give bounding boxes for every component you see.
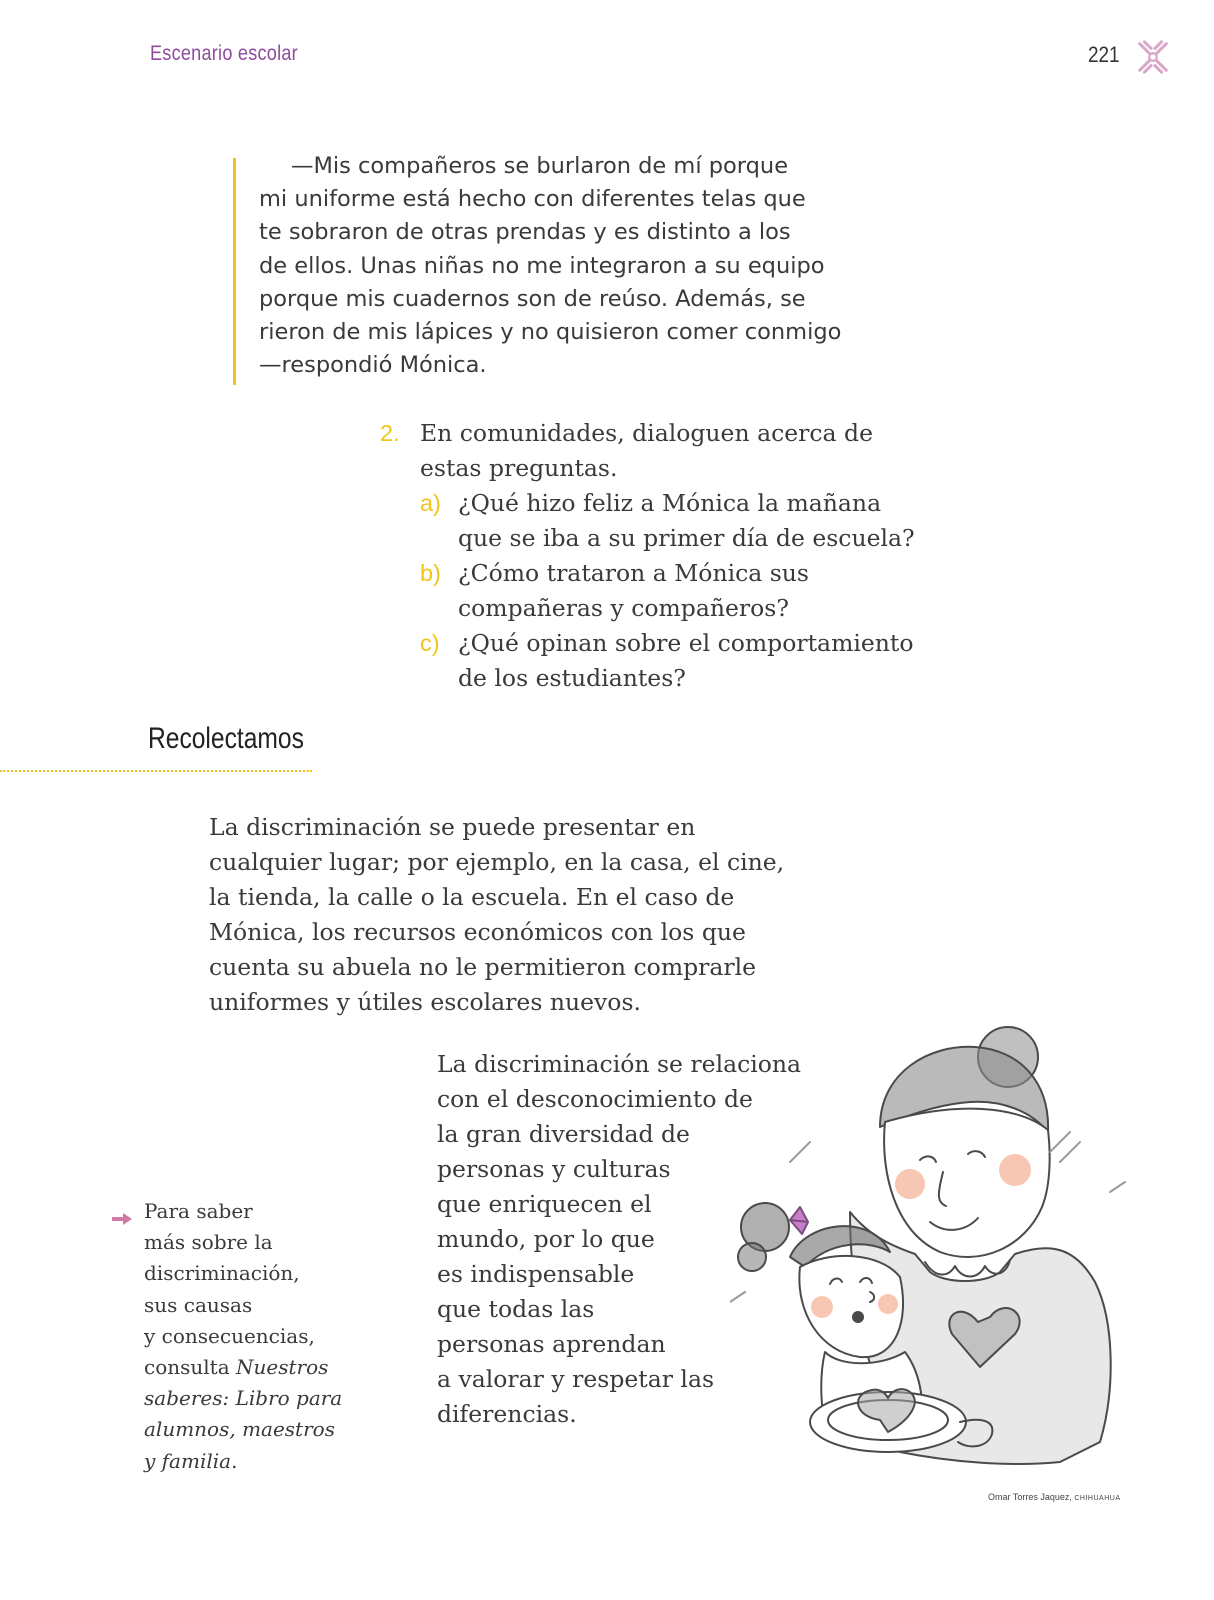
paragraph-line: la tienda, la calle o la escuela. En el caso de <box>209 883 735 911</box>
book-title: Nuestros <box>235 1355 329 1380</box>
note-line: discriminación, <box>144 1261 300 1286</box>
paragraph-line: personas aprendan <box>437 1330 666 1358</box>
paragraph-line: que enriquecen el <box>437 1190 652 1218</box>
activity-intro <box>380 416 980 451</box>
quote-line: te sobraron de otras prendas y es distinto a los <box>259 219 791 246</box>
quote-line: rieron de mis lápices y no quisieron comer conmigo <box>259 319 842 346</box>
quote-line: porque mis cuadernos son de reúso. Además, se <box>259 285 806 312</box>
section-divider <box>0 770 312 772</box>
note-text: consulta <box>144 1355 236 1380</box>
quote-line: mi uniforme está hecho con diferentes telas que <box>259 186 806 213</box>
paragraph-discrimination-places <box>209 810 784 1020</box>
paragraph-line: la gran diversidad de <box>437 1120 690 1148</box>
credit-place: CHIHUAHUA <box>1074 1495 1121 1502</box>
decorative-star-icon <box>1134 38 1172 76</box>
page-number: 221 <box>1088 42 1120 67</box>
question-a <box>420 486 980 556</box>
girl-cheek <box>878 1294 898 1314</box>
paragraph-line: cualquier lugar; por ejemplo, en la casa, el cine, <box>209 848 785 876</box>
question-b <box>420 556 980 626</box>
quote-block <box>259 150 919 382</box>
note-line <box>144 1352 342 1383</box>
question-c <box>420 626 980 696</box>
question-letter: c) <box>420 630 440 656</box>
question-letter: b) <box>420 560 441 586</box>
grandmother-girl-illustration <box>730 1022 1140 1497</box>
paragraph-line: La discriminación se puede presentar en <box>209 813 696 841</box>
book-title: saberes: Libro para <box>144 1386 343 1411</box>
paragraph-line: diferencias. <box>437 1400 577 1428</box>
note-line: y consecuencias, <box>144 1323 315 1348</box>
quote-line: —Mis compañeros se burlaron de mí porque <box>291 153 789 179</box>
sidebar-note <box>144 1196 342 1477</box>
note-line <box>144 1446 342 1477</box>
grandma-cheek <box>895 1169 925 1199</box>
girl-bow <box>790 1207 808 1234</box>
quote-line: de ellos. Unas niñas no me integraron a su equipo <box>259 252 825 279</box>
quote-line: —respondió Mónica. <box>259 352 487 379</box>
question-line: ¿Qué opinan sobre el comportamiento <box>458 629 914 657</box>
question-line: de los estudiantes? <box>458 664 686 692</box>
grandma-cheek <box>999 1154 1031 1186</box>
note-line: Para saber <box>144 1199 253 1223</box>
note-line <box>144 1414 342 1445</box>
activity-line: En comunidades, dialoguen acerca de <box>420 419 873 447</box>
quote-bar <box>233 158 236 385</box>
question-line: compañeras y compañeros? <box>458 594 789 622</box>
book-title: y familia <box>144 1448 232 1473</box>
activity-number: 2. <box>380 420 400 446</box>
paragraph-line: con el desconocimiento de <box>437 1085 753 1113</box>
credit-name: Omar Torres Jaquez, <box>988 1492 1075 1502</box>
note-line: más sobre la <box>144 1230 273 1255</box>
section-header: Escenario escolar <box>150 42 298 65</box>
paragraph-line: cuenta su abuela no le permitieron comprarle <box>209 953 757 981</box>
note-text: . <box>231 1448 238 1473</box>
note-line: sus causas <box>144 1292 253 1317</box>
question-line: ¿Qué hizo feliz a Mónica la mañana <box>458 489 882 517</box>
paragraph-line: que todas las <box>437 1295 595 1323</box>
paragraph-line: uniformes y útiles escolares nuevos. <box>209 988 641 1016</box>
book-title: alumnos, maestros <box>144 1417 335 1442</box>
paragraph-line: La discriminación se relaciona <box>437 1050 802 1078</box>
arrow-right-icon <box>111 1212 133 1226</box>
question-letter: a) <box>420 490 441 516</box>
question-line: ¿Cómo trataron a Mónica sus <box>458 559 809 587</box>
paragraph-line: personas y culturas <box>437 1155 671 1183</box>
paragraph-line: mundo, por lo que <box>437 1225 655 1253</box>
paragraph-line: Mónica, los recursos económicos con los que <box>209 918 746 946</box>
girl-cheek <box>811 1296 833 1318</box>
paragraph-line: a valorar y respetar las <box>437 1365 715 1393</box>
illustration-credit <box>988 1492 1121 1502</box>
note-line <box>144 1383 342 1414</box>
activity-line: estas preguntas. <box>420 454 618 482</box>
activity-2 <box>380 416 980 696</box>
section-title: Recolectamos <box>148 722 304 755</box>
paragraph-line: es indispensable <box>437 1260 635 1288</box>
question-line: que se iba a su primer día de escuela? <box>458 524 915 552</box>
